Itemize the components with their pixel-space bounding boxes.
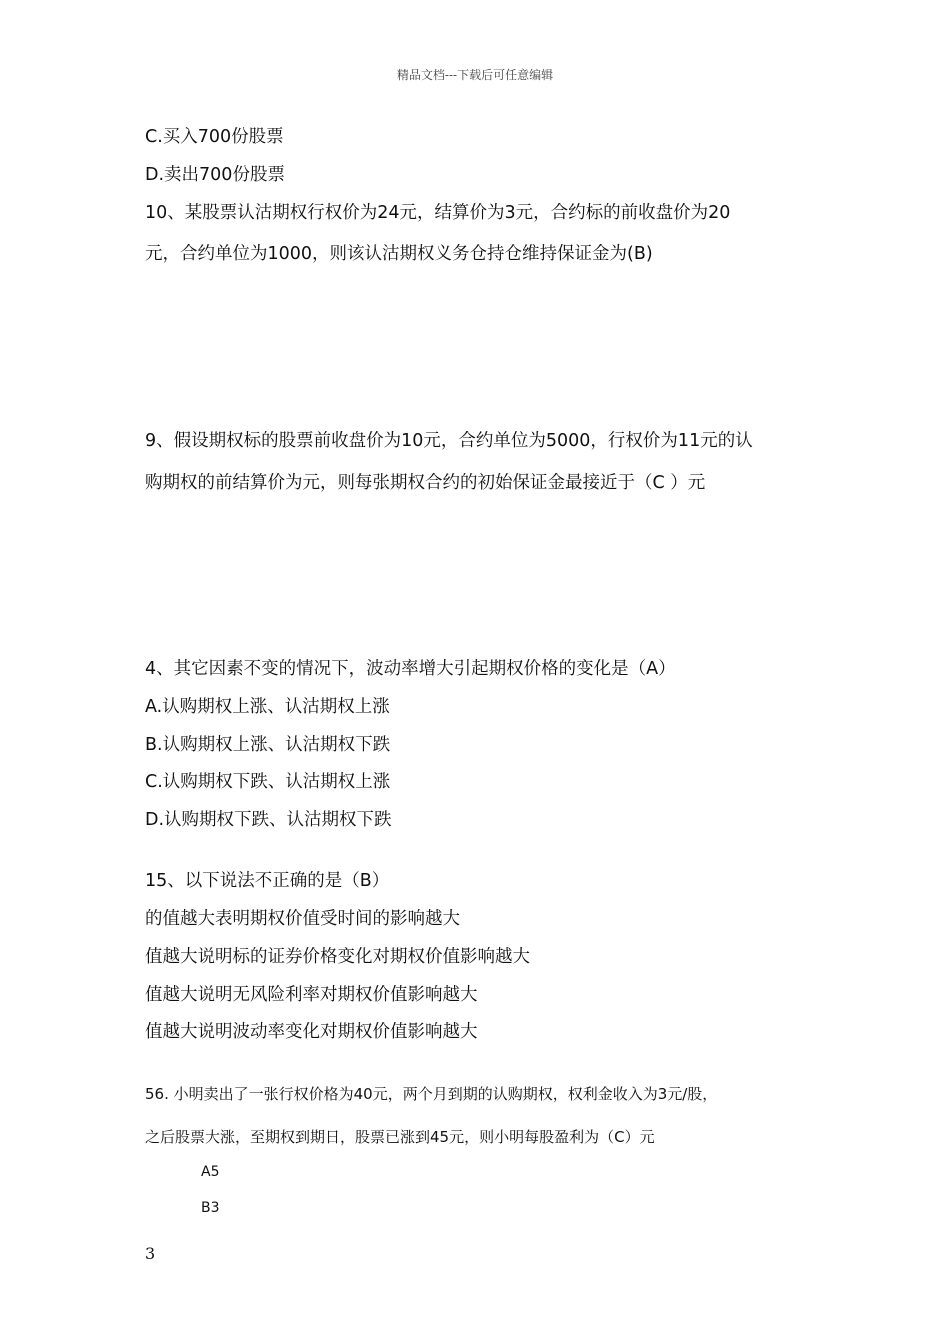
- question-10-line-1: 10、某股票认沽期权行权价为24元，结算价为3元，合约标的前收盘价为20: [145, 203, 731, 223]
- question-15-option-b: 值越大说明标的证券价格变化对期权价值影响越大: [145, 947, 530, 967]
- question-56-line-1: 56. 小明卖出了一张行权价格为40元，两个月到期的认购期权，权利金收入为3元/股，: [145, 1085, 718, 1103]
- page-number: 3: [145, 1244, 156, 1263]
- option-d: D.卖出700份股票: [145, 165, 285, 185]
- question-56-option-b: B3: [201, 1200, 220, 1216]
- question-9-line-2: 购期权的前结算价为元，则每张期权合约的初始保证金最接近于（C ）元: [145, 473, 706, 493]
- question-15: 15、以下说法不正确的是（B）: [145, 871, 390, 891]
- question-4: 4、其它因素不变的情况下，波动率增大引起期权价格的变化是（A）: [145, 659, 676, 679]
- question-4-option-a: A.认购期权上涨、认沽期权上涨: [145, 697, 390, 717]
- question-15-option-d: 值越大说明波动率变化对期权价值影响越大: [145, 1022, 478, 1042]
- question-56-option-a: A5: [201, 1164, 220, 1180]
- question-4-option-c: C.认购期权下跌、认沽期权上涨: [145, 772, 391, 792]
- question-4-option-d: D.认购期权下跌、认沽期权下跌: [145, 810, 392, 830]
- question-15-option-a: 的值越大表明期权价值受时间的影响越大: [145, 909, 460, 929]
- question-9-line-1: 9、假设期权标的股票前收盘价为10元，合约单位为5000，行权价为11元的认: [145, 431, 753, 451]
- question-4-option-b: B.认购期权上涨、认沽期权下跌: [145, 735, 391, 755]
- question-15-option-c: 值越大说明无风险利率对期权价值影响越大: [145, 985, 478, 1005]
- page-header: 精品文档---下载后可任意编辑: [396, 68, 554, 82]
- option-c: C.买入700份股票: [145, 127, 284, 147]
- question-10-line-2: 元，合约单位为1000，则该认沽期权义务仓持仓维持保证金为(B): [145, 244, 653, 264]
- question-56-line-2: 之后股票大涨，至期权到期日，股票已涨到45元，则小明每股盈利为（C）元: [145, 1128, 655, 1146]
